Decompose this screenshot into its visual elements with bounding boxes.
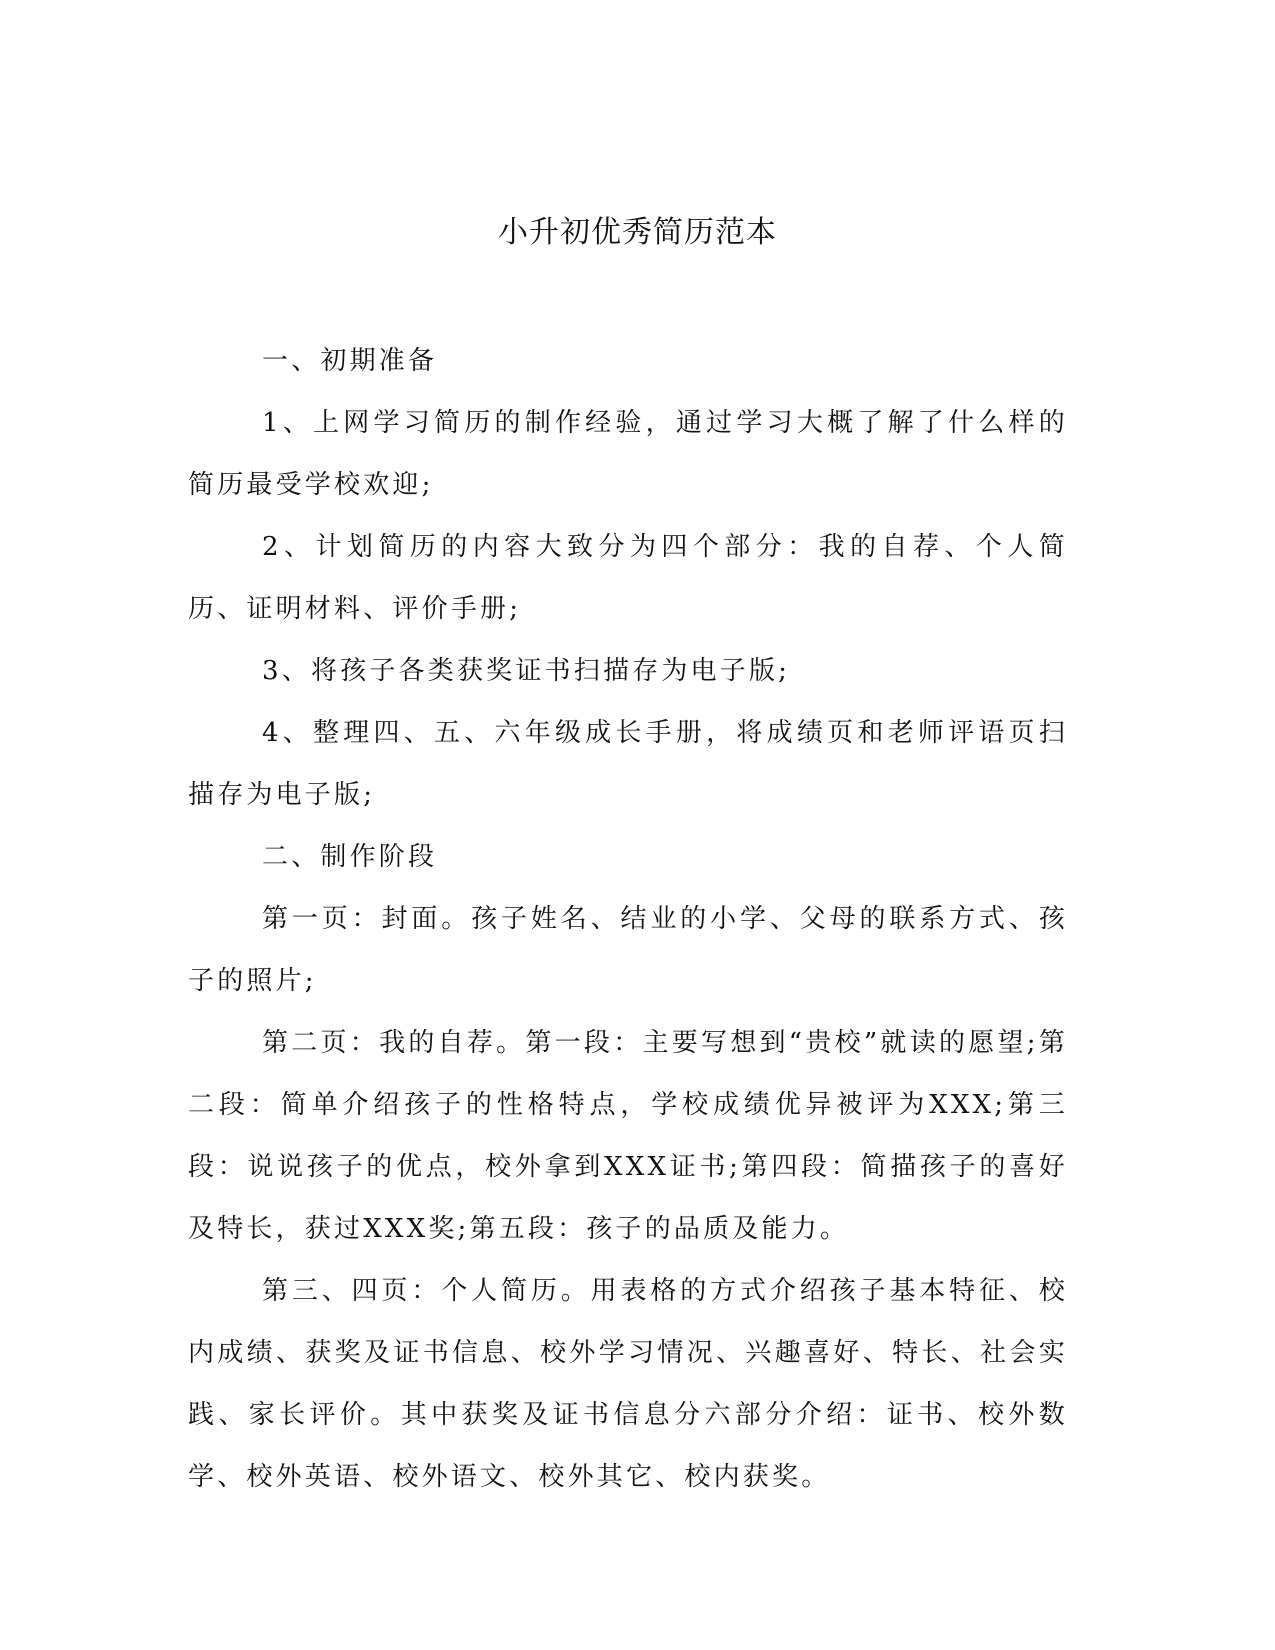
document-body (188, 330, 1068, 1508)
paragraph: 4、整理四、五、六年级成长手册，将成绩页和老师评语页扫描存为电子版; (188, 718, 1068, 810)
paragraph: 3、将孩子各类获奖证书扫描存为电子版; (262, 656, 791, 686)
section-heading-preparation: 一、初期准备 (262, 346, 438, 376)
paragraph: 1、上网学习简历的制作经验，通过学习大概了解了什么样的简历最受学校欢迎; (188, 408, 1068, 500)
document-title: 小升初优秀简历范本 (498, 215, 777, 250)
paragraph: 第二页：我的自荐。第一段：主要写想到“贵校”就读的愿望;第二段：简单介绍孩子的性格特点，学校成绩优异被评为XXX;第三段：说说孩子的优点，校外拿到XXX证书;第四段：简描孩子的喜好及特长，获过XXX奖;第五段：孩子的品质及能力。 (188, 1028, 1068, 1244)
paragraph: 第三、四页：个人简历。用表格的方式介绍孩子基本特征、校内成绩、获奖及证书信息、校外学习情况、兴趣喜好、特长、社会实践、家长评价。其中获奖及证书信息分六部分介绍：证书、校外数学、校外英语、校外语文、校外其它、校内获奖。 (188, 1276, 1068, 1492)
paragraph: 2、计划简历的内容大致分为四个部分：我的自荐、个人简历、证明材料、评价手册; (188, 532, 1068, 624)
section-heading-production: 二、制作阶段 (262, 842, 438, 872)
paragraph: 第一页：封面。孩子姓名、结业的小学、父母的联系方式、孩子的照片; (188, 904, 1068, 996)
